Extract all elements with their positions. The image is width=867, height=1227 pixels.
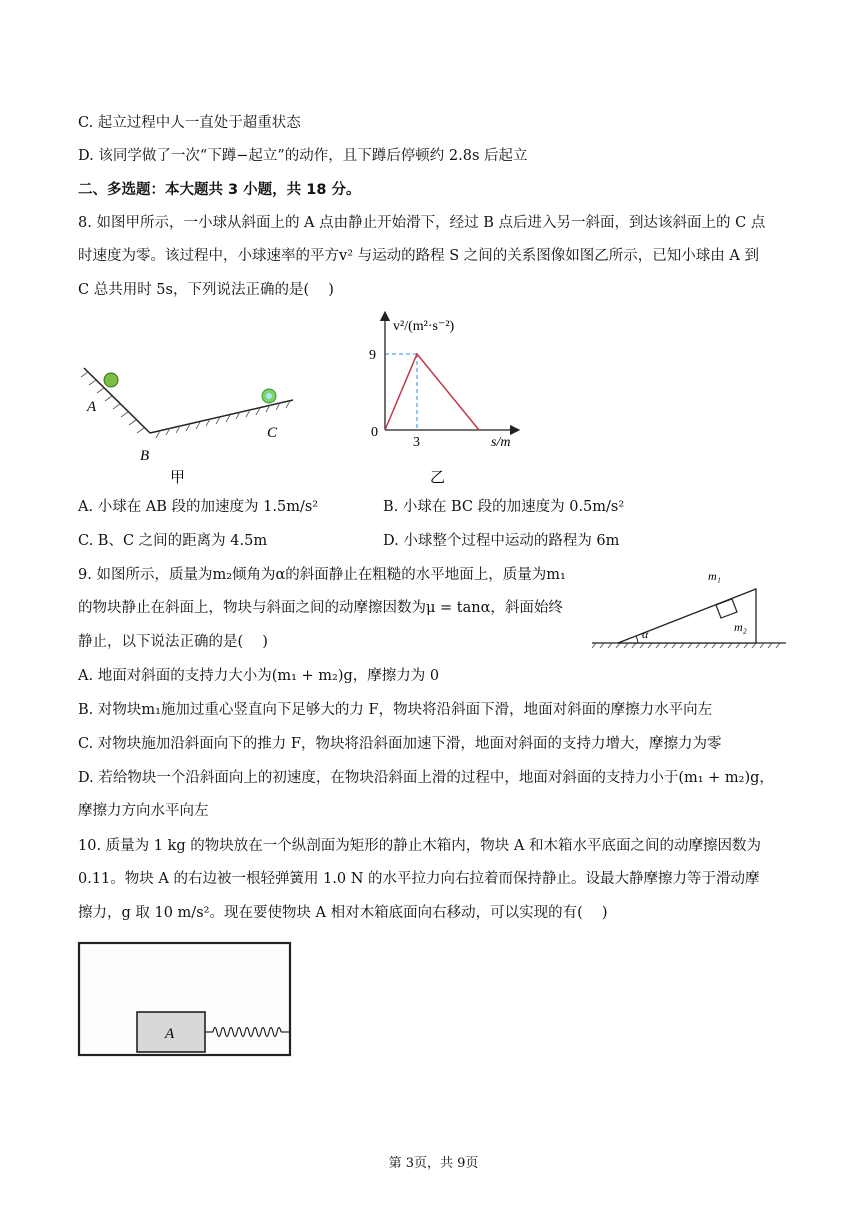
alpha-label: α (642, 627, 649, 641)
figure-jia (78, 360, 303, 490)
q9-option-a: A. 地面对斜面的支持力大小为(m₁ + m₂)g，摩擦力为 0 (78, 668, 440, 684)
label-b: B (140, 448, 150, 464)
label-c: C (267, 425, 278, 441)
q9-option-d-cont: 摩擦力方向水平向左 (78, 803, 209, 819)
q10-stem-line1: 10. 质量为 1 kg 的物块放在一个纵剖面为矩形的静止木箱内，物块 A 和木箱水平底面之间的动摩擦因数为 (78, 838, 761, 854)
q8-stem-line1: 8. 如图甲所示，一小球从斜面上的 A 点由静止开始滑下，经过 B 点后进入另一斜面，到达该斜面上的 C 点 (78, 215, 766, 231)
origin-label: 0 (371, 425, 378, 440)
m1-label: m₁ (708, 569, 721, 583)
m2-label: m₂ (734, 620, 747, 634)
q10-stem-line2: 0.11。物块 A 的右边被一根轻弹簧用 1.0 N 的水平拉力向右拉着而保持静止。设最大静摩擦力等于滑动摩 (78, 871, 760, 887)
page-footer: 第 3页，共 9页 (388, 1156, 479, 1171)
caption-jia: 甲 (170, 470, 186, 486)
v2-vs-s-line (385, 354, 479, 430)
q10-stem-line3: 擦力，g 取 10 m/s²。现在要使物块 A 相对木箱底面向右移动，可以实现的有( ) (78, 905, 608, 921)
q8-stem-line2: 时速度为零。该过程中，小球速率的平方v² 与运动的路程 S 之间的关系图像如图乙所示，已知小球由 A 到 (78, 248, 759, 264)
q8-stem-line3: C 总共用时 5s，下列说法正确的是( ) (78, 282, 334, 298)
section-heading: 二、多选题：本大题共 3 小题，共 18 分。 (78, 182, 361, 198)
q9-option-d: D. 若给物块一个沿斜面向上的初速度，在物块沿斜面上滑的过程中，地面对斜面的支持力小于(m₁ + m₂)g， (78, 770, 774, 786)
ball-at-a (104, 373, 118, 387)
label-a: A (87, 399, 97, 415)
q8-option-c: C. B、C 之间的距离为 4.5m (78, 533, 268, 549)
q9-stem-line3: 静止，以下说法正确的是( ) (78, 634, 268, 650)
q7-option-d: D. 该同学做了一次“下蹲−起立”的动作，且下蹲后停顿约 2.8s 后起立 (78, 148, 528, 164)
incline-wedge (618, 589, 756, 643)
figure-q9-incline (590, 562, 788, 654)
q8-option-b: B. 小球在 BC 段的加速度为 0.5m/s² (383, 499, 625, 515)
y-tick-9: 9 (369, 348, 376, 363)
q7-option-c: C. 起立过程中人一直处于超重状态 (78, 115, 301, 131)
block-a-label: A (165, 1026, 175, 1042)
y-axis-label: v²/(m²·s⁻²) (393, 319, 455, 334)
figure-q10-box (76, 940, 294, 1060)
figure-yi-graph (363, 310, 533, 490)
q8-option-a: A. 小球在 AB 段的加速度为 1.5m/s² (78, 499, 319, 515)
x-tick-3: 3 (413, 435, 420, 450)
ball-at-c (262, 389, 276, 403)
x-axis-label: s/m (491, 435, 511, 450)
q9-option-c: C. 对物块施加沿斜面向下的推力 F，物块将沿斜面加速下滑，地面对斜面的支持力增大，摩擦力为零 (78, 736, 722, 752)
q9-option-b: B. 对物块m₁施加过重心竖直向下足够大的力 F，物块将沿斜面下滑，地面对斜面的摩擦力水平向左 (78, 702, 713, 718)
q8-option-d: D. 小球整个过程中运动的路程为 6m (383, 533, 620, 549)
caption-yi: 乙 (430, 470, 446, 486)
q9-stem-line2: 的物块静止在斜面上，物块与斜面之间的动摩擦因数为μ = tanα，斜面始终 (78, 600, 563, 616)
q9-stem-line1: 9. 如图所示，质量为m₂倾角为α的斜面静止在粗糙的水平地面上，质量为m₁ (78, 567, 566, 583)
